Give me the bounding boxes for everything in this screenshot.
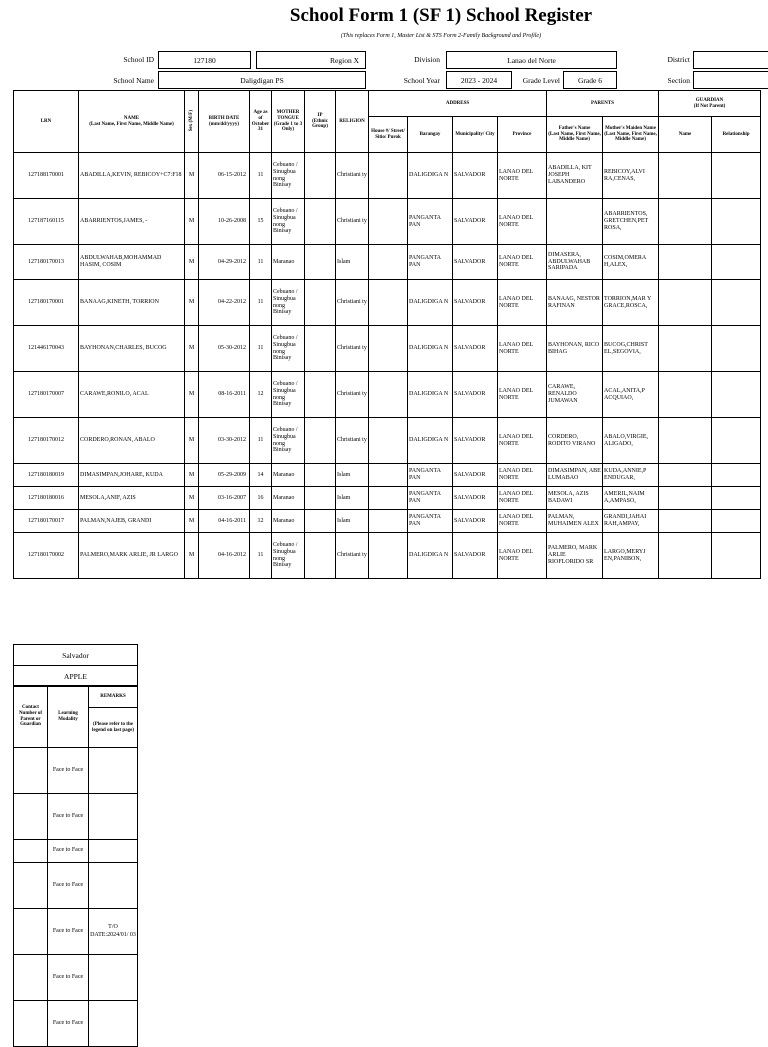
student-ip bbox=[305, 280, 336, 326]
list-item bbox=[14, 863, 138, 909]
student-birth-date: 08-16-2011 bbox=[199, 372, 250, 418]
student-birth-date: 03-16-2007 bbox=[199, 487, 250, 510]
col-province: Province bbox=[498, 117, 547, 153]
school-year-field[interactable]: 2023 - 2024 bbox=[446, 71, 512, 89]
grade-level-label: Grade Level bbox=[522, 76, 560, 85]
remarks bbox=[89, 748, 138, 794]
student-name: DIMASIMPAN,JOHARE, KUDA bbox=[79, 464, 185, 487]
student-barangay: DALIGDIGA N bbox=[408, 153, 453, 199]
student-province: LANAO DEL NORTE bbox=[498, 153, 547, 199]
student-ip bbox=[305, 510, 336, 533]
student-age: 11 bbox=[250, 533, 272, 579]
side-header bbox=[13, 644, 138, 687]
student-sex: M bbox=[185, 199, 199, 245]
remarks: T/O DATE:2024/01/ 03 bbox=[89, 909, 138, 955]
student-guardian-relationship bbox=[712, 464, 761, 487]
contact-number bbox=[14, 863, 48, 909]
col-address: ADDRESS bbox=[369, 91, 547, 117]
form-title: School Form 1 (SF 1) School Register bbox=[289, 5, 593, 26]
student-municipality: SALVADOR bbox=[453, 245, 498, 280]
student-mother: ACAL,ANITA,P ACQUIAO, bbox=[603, 372, 659, 418]
list-item bbox=[14, 840, 138, 863]
student-religion: Islam bbox=[336, 245, 369, 280]
student-religion: Christiani ty bbox=[336, 199, 369, 245]
student-province: LANAO DEL NORTE bbox=[498, 199, 547, 245]
student-province: LANAO DEL NORTE bbox=[498, 487, 547, 510]
student-house bbox=[369, 372, 408, 418]
student-guardian-name bbox=[659, 245, 712, 280]
col-birth-date: BIRTH DATE (mm/dd/yyyy) bbox=[199, 91, 250, 153]
student-barangay: DALIGDIGA N bbox=[408, 372, 453, 418]
register-table bbox=[13, 90, 761, 579]
student-age: 16 bbox=[250, 487, 272, 510]
student-guardian-relationship bbox=[712, 510, 761, 533]
student-house bbox=[369, 510, 408, 533]
student-father: CORDERO, RODITO VIRANO bbox=[547, 418, 603, 464]
student-ip bbox=[305, 418, 336, 464]
col-guardian-name: Name bbox=[659, 117, 712, 153]
student-name: BANAAG,KINETH, TORRION bbox=[79, 280, 185, 326]
student-mother-tongue: Cebuano / Sinugbua nong Binisay bbox=[272, 418, 305, 464]
contact-number bbox=[14, 794, 48, 840]
student-mother-tongue: Maranao bbox=[272, 510, 305, 533]
list-item bbox=[14, 955, 138, 1001]
student-lrn: 127180170007 bbox=[14, 372, 79, 418]
student-guardian-relationship bbox=[712, 418, 761, 464]
student-mother: ABARRIENTOS, GRETCHEN,PET ROSA, bbox=[603, 199, 659, 245]
student-father: BANAAG, NESTOR RAFINAN bbox=[547, 280, 603, 326]
student-barangay: PANGANTA PAN bbox=[408, 487, 453, 510]
student-mother: LARGO,MERYJ EN,PANIBON, bbox=[603, 533, 659, 579]
col-guardian-relationship: Relationship bbox=[712, 117, 761, 153]
student-mother-tongue: Maranao bbox=[272, 464, 305, 487]
student-father: PALMERO, MARK ARLIE RIOFLORIDO SR bbox=[547, 533, 603, 579]
student-municipality: SALVADOR bbox=[453, 418, 498, 464]
student-ip bbox=[305, 487, 336, 510]
student-guardian-name bbox=[659, 199, 712, 245]
contact-number bbox=[14, 840, 48, 863]
student-municipality: SALVADOR bbox=[453, 533, 498, 579]
learning-modality: Face to Face bbox=[48, 1001, 89, 1047]
student-mother-tongue: Cebuano / Sinugbua nong Binisay bbox=[272, 372, 305, 418]
student-ip bbox=[305, 199, 336, 245]
student-sex: M bbox=[185, 418, 199, 464]
student-guardian-relationship bbox=[712, 372, 761, 418]
student-father: BAYHONAN, RICO BIHAG bbox=[547, 326, 603, 372]
student-province: LANAO DEL NORTE bbox=[498, 533, 547, 579]
list-item bbox=[14, 748, 138, 794]
student-ip bbox=[305, 245, 336, 280]
student-mother-tongue: Cebuano / Sinugbua nong Binisay bbox=[272, 326, 305, 372]
student-birth-date: 04-16-2012 bbox=[199, 533, 250, 579]
student-birth-date: 03-30-2012 bbox=[199, 418, 250, 464]
student-municipality: SALVADOR bbox=[453, 464, 498, 487]
student-barangay: PANGANTA PAN bbox=[408, 510, 453, 533]
student-mother-tongue: Cebuano / Sinugbua nong Binisay bbox=[272, 199, 305, 245]
student-father: CARAWE, RENALDO JUMAWAN bbox=[547, 372, 603, 418]
student-religion: Islam bbox=[336, 464, 369, 487]
student-mother-tongue: Cebuano / Sinugbua nong Binisay bbox=[272, 153, 305, 199]
student-house bbox=[369, 487, 408, 510]
student-barangay: DALIGDIGA N bbox=[408, 280, 453, 326]
section-label: Section bbox=[667, 76, 690, 85]
table-row bbox=[14, 326, 761, 372]
student-ip bbox=[305, 153, 336, 199]
student-guardian-name bbox=[659, 487, 712, 510]
student-ip bbox=[305, 464, 336, 487]
student-lrn: 127180170013 bbox=[14, 245, 79, 280]
student-name: ABARRIENTOS,JAMES, - bbox=[79, 199, 185, 245]
col-guardian: GUARDIAN (If Not Parent) bbox=[659, 91, 761, 117]
student-age: 14 bbox=[250, 464, 272, 487]
student-birth-date: 04-16-2011 bbox=[199, 510, 250, 533]
table-row bbox=[14, 533, 761, 579]
school-year-label: School Year bbox=[403, 76, 440, 85]
student-sex: M bbox=[185, 372, 199, 418]
student-father: DIMASERA, ABDULWAHAB SARIPADA bbox=[547, 245, 603, 280]
col-age: Age as of October 31 bbox=[250, 91, 272, 153]
student-guardian-name bbox=[659, 510, 712, 533]
section-value: APPLE bbox=[14, 666, 138, 687]
student-guardian-relationship bbox=[712, 326, 761, 372]
student-religion: Christiani ty bbox=[336, 280, 369, 326]
student-house bbox=[369, 326, 408, 372]
section-field[interactable] bbox=[693, 71, 768, 89]
district-label: District bbox=[667, 55, 690, 64]
student-father bbox=[547, 199, 603, 245]
student-birth-date: 05-30-2012 bbox=[199, 326, 250, 372]
remarks bbox=[89, 794, 138, 840]
student-father: DIMASIMPAN, ABE LUMABAO bbox=[547, 464, 603, 487]
student-age: 11 bbox=[250, 418, 272, 464]
student-barangay: DALIGDIGA N bbox=[408, 418, 453, 464]
student-barangay: PANGANTA PAN bbox=[408, 245, 453, 280]
student-name: CORDERO,RONAN, ABALO bbox=[79, 418, 185, 464]
student-birth-date: 04-22-2012 bbox=[199, 280, 250, 326]
student-guardian-name bbox=[659, 326, 712, 372]
student-sex: M bbox=[185, 153, 199, 199]
student-sex: M bbox=[185, 245, 199, 280]
student-barangay: PANGANTA PAN bbox=[408, 464, 453, 487]
student-religion: Islam bbox=[336, 487, 369, 510]
student-ip bbox=[305, 533, 336, 579]
col-religion: RELIGION bbox=[336, 91, 369, 153]
col-name: NAME (Last Name, First Name, Middle Name) bbox=[79, 91, 185, 153]
student-house bbox=[369, 153, 408, 199]
region-field[interactable]: Region X bbox=[256, 51, 366, 69]
student-province: LANAO DEL NORTE bbox=[498, 418, 547, 464]
contact-number bbox=[14, 909, 48, 955]
remarks bbox=[89, 863, 138, 909]
continuation-table bbox=[13, 685, 138, 1047]
student-province: LANAO DEL NORTE bbox=[498, 280, 547, 326]
student-mother: GRANDI,JAHAI RAH,AMPAY, bbox=[603, 510, 659, 533]
learning-modality: Face to Face bbox=[48, 909, 89, 955]
table-row bbox=[14, 372, 761, 418]
student-ip bbox=[305, 326, 336, 372]
table-row bbox=[14, 280, 761, 326]
student-religion: Christiani ty bbox=[336, 153, 369, 199]
student-age: 11 bbox=[250, 280, 272, 326]
student-mother: ABALO,VIRGIE, ALIGADO, bbox=[603, 418, 659, 464]
student-municipality: SALVADOR bbox=[453, 326, 498, 372]
student-religion: Christiani ty bbox=[336, 533, 369, 579]
student-municipality: SALVADOR bbox=[453, 280, 498, 326]
learning-modality: Face to Face bbox=[48, 863, 89, 909]
student-name: BAYHONAN,CHARLES, BUCOG bbox=[79, 326, 185, 372]
student-father: MESOLA, AZIS BADAWI bbox=[547, 487, 603, 510]
student-province: LANAO DEL NORTE bbox=[498, 464, 547, 487]
student-lrn: 121446170043 bbox=[14, 326, 79, 372]
school-name-label: School Name bbox=[113, 76, 154, 85]
student-age: 15 bbox=[250, 199, 272, 245]
student-province: LANAO DEL NORTE bbox=[498, 326, 547, 372]
student-age: 11 bbox=[250, 153, 272, 199]
school-id-label: School ID bbox=[123, 55, 154, 64]
division-field[interactable]: Lanao del Norte bbox=[446, 51, 617, 69]
learning-modality: Face to Face bbox=[48, 840, 89, 863]
student-lrn: 127180170017 bbox=[14, 510, 79, 533]
col-barangay: Barangay bbox=[408, 117, 453, 153]
student-house bbox=[369, 533, 408, 579]
student-age: 11 bbox=[250, 326, 272, 372]
student-guardian-relationship bbox=[712, 533, 761, 579]
table-row bbox=[14, 418, 761, 464]
student-guardian-name bbox=[659, 280, 712, 326]
student-lrn: 127187160115 bbox=[14, 199, 79, 245]
list-item bbox=[14, 909, 138, 955]
student-lrn: 127188170001 bbox=[14, 153, 79, 199]
learning-modality: Face to Face bbox=[48, 794, 89, 840]
student-age: 11 bbox=[250, 245, 272, 280]
student-barangay: DALIGDIGA N bbox=[408, 533, 453, 579]
student-birth-date: 06-15-2012 bbox=[199, 153, 250, 199]
student-municipality: SALVADOR bbox=[453, 372, 498, 418]
student-sex: M bbox=[185, 533, 199, 579]
learning-modality: Face to Face bbox=[48, 748, 89, 794]
student-house bbox=[369, 280, 408, 326]
list-item bbox=[14, 794, 138, 840]
col-house: House #/ Street/ Sitio/ Purok bbox=[369, 117, 408, 153]
student-name: CARAWE,RONILO, ACAL bbox=[79, 372, 185, 418]
student-municipality: SALVADOR bbox=[453, 199, 498, 245]
student-mother-tongue: Cebuano / Sinugbua nong Binisay bbox=[272, 280, 305, 326]
student-birth-date: 04-29-2012 bbox=[199, 245, 250, 280]
student-birth-date: 05-29-2009 bbox=[199, 464, 250, 487]
col-remarks-sub: (Please refer to the legend on last page) bbox=[89, 708, 138, 748]
col-lrn: LRN bbox=[14, 91, 79, 153]
student-sex: M bbox=[185, 280, 199, 326]
student-barangay: DALIGDIGA N bbox=[408, 326, 453, 372]
student-mother-tongue: Maranao bbox=[272, 487, 305, 510]
student-lrn: 127180170012 bbox=[14, 418, 79, 464]
student-municipality: SALVADOR bbox=[453, 487, 498, 510]
student-guardian-relationship bbox=[712, 280, 761, 326]
student-lrn: 127180180019 bbox=[14, 464, 79, 487]
contact-number bbox=[14, 748, 48, 794]
student-guardian-relationship bbox=[712, 487, 761, 510]
col-ip: IP (Ethnic Group) bbox=[305, 91, 336, 153]
table-row bbox=[14, 487, 761, 510]
col-contact: Contact Number of Parent or Guardian bbox=[14, 686, 48, 748]
student-mother: AMERIL,NAIM A,AMPASO, bbox=[603, 487, 659, 510]
student-house bbox=[369, 245, 408, 280]
student-name: ABDULWAHAB,MOHAMMAD HASIM, COSIM bbox=[79, 245, 185, 280]
student-sex: M bbox=[185, 487, 199, 510]
district-value: Salvador bbox=[14, 645, 138, 666]
table-row bbox=[14, 199, 761, 245]
col-sex: Sex (M/F) bbox=[185, 91, 199, 153]
student-religion: Christiani ty bbox=[336, 372, 369, 418]
student-house bbox=[369, 418, 408, 464]
student-birth-date: 10-26-2008 bbox=[199, 199, 250, 245]
student-province: LANAO DEL NORTE bbox=[498, 510, 547, 533]
student-sex: M bbox=[185, 510, 199, 533]
student-municipality: SALVADOR bbox=[453, 153, 498, 199]
student-religion: Islam bbox=[336, 510, 369, 533]
student-mother-tongue: Cebuano / Sinugbua nong Binisay bbox=[272, 533, 305, 579]
learning-modality: Face to Face bbox=[48, 955, 89, 1001]
remarks bbox=[89, 955, 138, 1001]
table-row bbox=[14, 153, 761, 199]
col-remarks: REMARKS bbox=[89, 686, 138, 708]
student-ip bbox=[305, 372, 336, 418]
student-sex: M bbox=[185, 326, 199, 372]
student-mother: COSIM,OMERA H,ALEX, bbox=[603, 245, 659, 280]
student-guardian-name bbox=[659, 153, 712, 199]
student-guardian-relationship bbox=[712, 153, 761, 199]
col-mother-tongue: MOTHER TONGUE (Grade 1 to 3 Only) bbox=[272, 91, 305, 153]
contact-number bbox=[14, 955, 48, 1001]
student-lrn: 127180180016 bbox=[14, 487, 79, 510]
student-barangay: PANGANTA PAN bbox=[408, 199, 453, 245]
division-label: Division bbox=[414, 55, 440, 64]
student-father: PALMAN, MUHAIMEN ALEX bbox=[547, 510, 603, 533]
table-row bbox=[14, 510, 761, 533]
student-name: ABADILLA,KEVIN, REBICOY+C7:F18 bbox=[79, 153, 185, 199]
student-mother: TORRION,MAR Y GRACE,ROSCA, bbox=[603, 280, 659, 326]
student-lrn: 127180170002 bbox=[14, 533, 79, 579]
col-parents: PARENTS bbox=[547, 91, 659, 117]
student-mother-tongue: Maranao bbox=[272, 245, 305, 280]
student-mother: REBICOY,ALVI RA,CENAS, bbox=[603, 153, 659, 199]
student-municipality: SALVADOR bbox=[453, 510, 498, 533]
student-age: 12 bbox=[250, 510, 272, 533]
student-guardian-name bbox=[659, 464, 712, 487]
student-house bbox=[369, 464, 408, 487]
student-sex: M bbox=[185, 464, 199, 487]
student-mother: KUDA,ANNIE,P ENDUGAR, bbox=[603, 464, 659, 487]
school-name-field[interactable]: Daligdigan PS bbox=[158, 71, 366, 89]
remarks bbox=[89, 840, 138, 863]
student-mother: BUCOG,CHRIST EL,SEGOVIA, bbox=[603, 326, 659, 372]
col-father: Father's Name (Last Name, First Name, Middle Name) bbox=[547, 117, 603, 153]
student-religion: Christiani ty bbox=[336, 418, 369, 464]
student-province: LANAO DEL NORTE bbox=[498, 372, 547, 418]
student-name: PALMAN,NAJEB, GRANDI bbox=[79, 510, 185, 533]
student-guardian-name bbox=[659, 533, 712, 579]
col-modality: Learning Modality bbox=[48, 686, 89, 748]
student-guardian-name bbox=[659, 418, 712, 464]
col-mother: Mother's Maiden Name (Last Name, First Name, Middle Name) bbox=[603, 117, 659, 153]
school-id-field[interactable]: 127180 bbox=[158, 51, 251, 69]
student-guardian-name bbox=[659, 372, 712, 418]
student-religion: Christiani ty bbox=[336, 326, 369, 372]
student-age: 12 bbox=[250, 372, 272, 418]
district-field[interactable] bbox=[693, 51, 768, 69]
student-name: PALMERO,MARK ARLIE, JR LARGO bbox=[79, 533, 185, 579]
student-name: MESOLA,ANIF, AZIS bbox=[79, 487, 185, 510]
student-province: LANAO DEL NORTE bbox=[498, 245, 547, 280]
student-father: ABADILLA, KIT JOSEPH LABANDERO bbox=[547, 153, 603, 199]
student-guardian-relationship bbox=[712, 199, 761, 245]
grade-level-field[interactable]: Grade 6 bbox=[563, 71, 617, 89]
form-subtitle: (This replaces Form 1, Master List & STS Form 2-Family Background and Profile) bbox=[340, 33, 542, 39]
col-municipality: Municipality/ City bbox=[453, 117, 498, 153]
student-lrn: 127180170001 bbox=[14, 280, 79, 326]
table-row bbox=[14, 245, 761, 280]
student-guardian-relationship bbox=[712, 245, 761, 280]
table-row bbox=[14, 464, 761, 487]
student-house bbox=[369, 199, 408, 245]
